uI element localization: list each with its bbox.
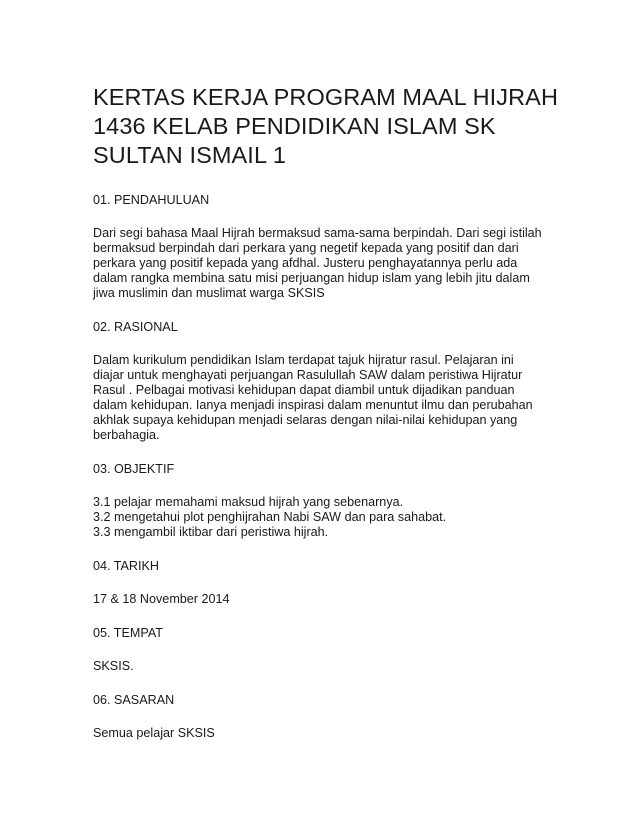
section-heading-tarikh: 04. TARIKH — [93, 559, 160, 573]
section-body-rasional — [93, 353, 563, 443]
section-heading-objektif: 03. OBJEKTIF — [93, 462, 175, 476]
section-heading-sasaran: 06. SASARAN — [93, 693, 175, 707]
document-page — [93, 83, 563, 759]
section-heading-tempat: 05. TEMPAT — [93, 626, 163, 640]
section-body-pendahuluan — [93, 226, 563, 301]
section-body-tarikh — [93, 592, 563, 607]
body-line: 17 & 18 November 2014 — [93, 592, 230, 606]
section-body-tempat — [93, 659, 563, 674]
body-line: 3.1 pelajar memahami maksud hijrah yang sebenarnya. — [93, 495, 404, 509]
title-line: KERTAS KERJA PROGRAM MAAL HIJRAH — [93, 84, 559, 110]
body-line: Dari segi bahasa Maal Hijrah bermaksud sama-sama berpindah. Dari segi istilah — [93, 226, 542, 240]
body-line: dalam kehidupan. Ianya menjadi inspirasi dalam menuntut ilmu dan perubahan — [93, 398, 533, 412]
body-line: jiwa muslimin dan muslimat warga SKSIS — [93, 286, 325, 300]
body-line: berbahagia. — [93, 428, 160, 442]
body-line: SKSIS. — [93, 659, 134, 673]
body-line: bermaksud berpindah dari perkara yang negetif kepada yang positif dan dari — [93, 241, 519, 255]
body-line: Rasul . Pelbagai motivasi kehidupan dapat diambil untuk dijadikan panduan — [93, 383, 515, 397]
body-line: perkara yang positif kepada yang afdhal. Justeru penghayatannya perlu ada — [93, 256, 518, 270]
section-heading-rasional: 02. RASIONAL — [93, 320, 178, 334]
body-line: dalam rangka membina satu misi perjuangan hidup islam yang lebih jitu dalam — [93, 271, 530, 285]
body-line: akhlak supaya kehidupan menjadi selaras dengan nilai-nilai kehidupan yang — [93, 413, 518, 427]
section-body-sasaran — [93, 726, 563, 741]
body-line: Dalam kurikulum pendidikan Islam terdapat tajuk hijratur rasul. Pelajaran ini — [93, 353, 514, 367]
body-line: 3.3 mengambil iktibar dari peristiwa hijrah. — [93, 525, 329, 539]
document-title — [93, 83, 563, 170]
section-body-objektif — [93, 495, 563, 540]
body-line: Semua pelajar SKSIS — [93, 726, 215, 740]
section-heading-pendahuluan: 01. PENDAHULUAN — [93, 193, 210, 207]
title-line: SULTAN ISMAIL 1 — [93, 142, 287, 168]
body-line: 3.2 mengetahui plot penghijrahan Nabi SAW dan para sahabat. — [93, 510, 447, 524]
body-line: diajar untuk menghayati perjuangan Rasulullah SAW dalam peristiwa Hijratur — [93, 368, 523, 382]
title-line: 1436 KELAB PENDIDIKAN ISLAM SK — [93, 113, 496, 139]
